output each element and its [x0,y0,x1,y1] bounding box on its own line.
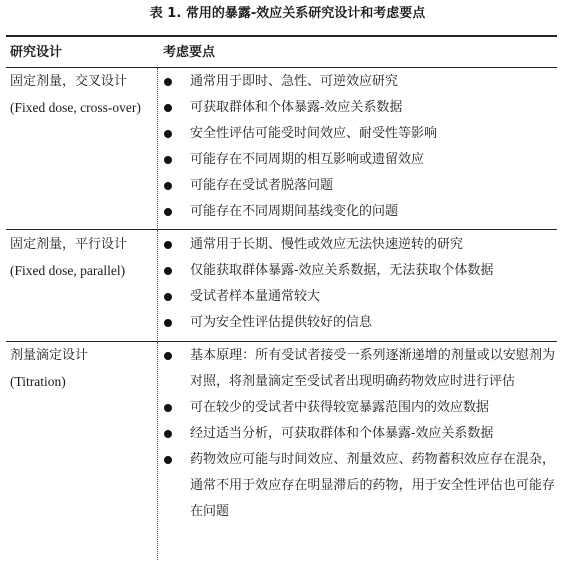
row-rule [6,229,557,230]
header-design: 研究设计 [10,45,63,60]
bullet-icon [164,404,172,412]
design-cell-titration [10,343,156,395]
design-cell-crossover [10,69,156,121]
points-list-crossover [160,69,555,225]
list-item: 仅能获取群体暴露-效应关系数据，无法获取个体数据 [160,258,555,284]
bullet-icon [164,78,172,86]
list-item: 可在较少的受试者中获得较宽暴露范围内的效应数据 [160,395,555,421]
list-item: 可能存在不同周期的相互影响或遗留效应 [160,147,555,173]
bullet-icon [164,456,172,464]
bullet-icon [164,130,172,138]
bullet-icon [164,208,172,216]
column-divider [157,230,158,340]
bullet-icon [164,319,172,327]
design-name-cn: 固定剂量，平行设计 [10,237,128,252]
bullet-icon [164,241,172,249]
column-divider [157,342,158,560]
points-list-titration [160,343,555,525]
column-divider [157,68,158,228]
points-list-parallel [160,232,555,336]
bullet-icon [164,352,172,360]
header-points: 考虑要点 [163,45,216,60]
list-item: 可能存在受试者脱落问题 [160,173,555,199]
list-item: 可能存在不同周期间基线变化的问题 [160,199,555,225]
design-name-en: (Fixed dose, parallel) [10,263,126,278]
list-item: 药物效应可能与时间效应、剂量效应、药物蓄积效应存在混杂，通常不用于效应存在明显滞后的药物，用于安全性评估也可能存在问题 [160,447,555,525]
design-name-en: (Titration) [10,374,66,389]
table-caption: 表 1. 常用的暴露-效应关系研究设计和考虑要点 [149,6,426,21]
list-item: 通常用于即时、急性、可逆效应研究 [160,69,555,95]
list-item: 通常用于长期、慢性或效应无法快速逆转的研究 [160,232,555,258]
bullet-icon [164,430,172,438]
design-cell-parallel [10,232,156,284]
bullet-icon [164,293,172,301]
design-name-cn: 剂量滴定设计 [10,348,89,363]
header-rule [6,67,557,68]
list-item: 可为安全性评估提供较好的信息 [160,310,555,336]
design-name-en: (Fixed dose, cross-over) [10,100,141,115]
list-item: 安全性评估可能受时间效应、耐受性等影响 [160,121,555,147]
design-name-cn: 固定剂量，交叉设计 [10,74,128,89]
row-rule [6,341,557,342]
bullet-icon [164,156,172,164]
bullet-icon [164,104,172,112]
bullet-icon [164,267,172,275]
list-item: 基本原理：所有受试者接受一系列逐渐递增的剂量或以安慰剂为对照，将剂量滴定至受试者出现明确药物效应时进行评估 [160,343,555,395]
list-item: 受试者样本量通常较大 [160,284,555,310]
top-rule [6,35,557,37]
list-item: 经过适当分析，可获取群体和个体暴露-效应关系数据 [160,421,555,447]
bullet-icon [164,182,172,190]
list-item: 可获取群体和个体暴露-效应关系数据 [160,95,555,121]
